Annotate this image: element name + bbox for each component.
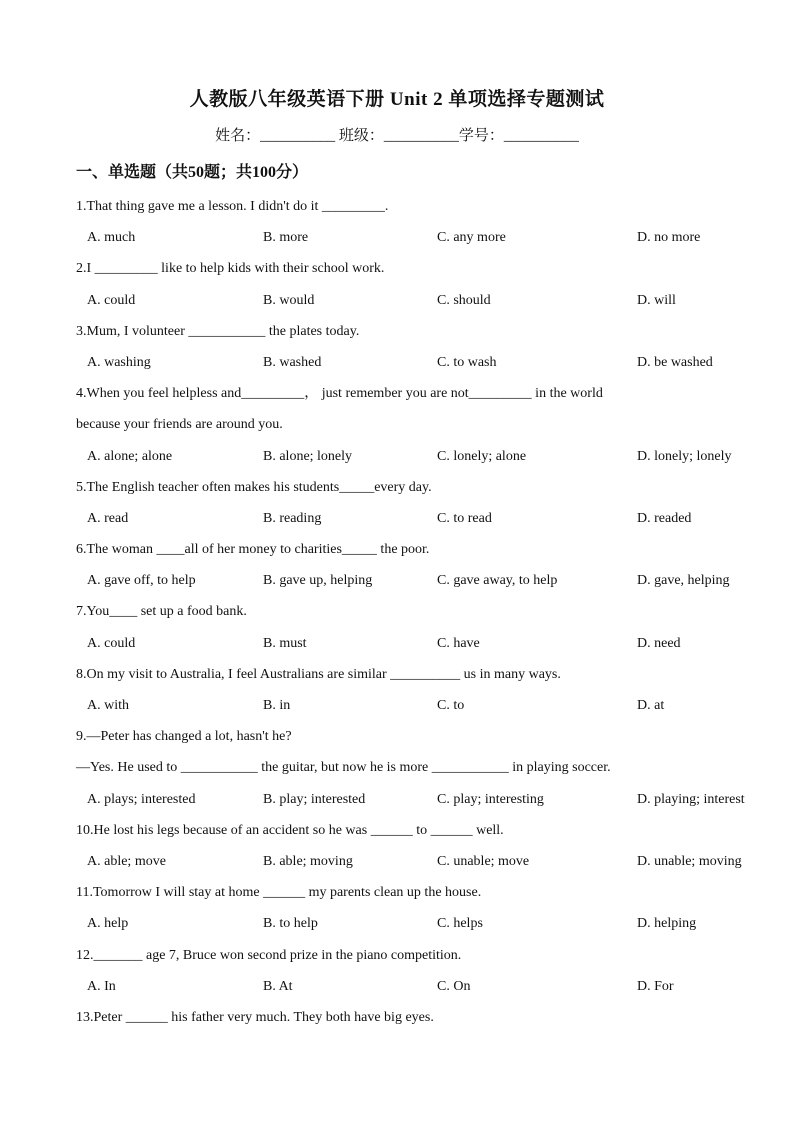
question-item [76,664,726,726]
option-c[interactable]: C. gave away, to help [437,573,558,589]
option-a[interactable]: A. able; move [87,853,166,869]
question-text: 8.On my visit to Australia, I feel Australians are similar __________ us in many ways. [76,666,561,682]
question-text: 1.That thing gave me a lesson. I didn't do it _________. [76,199,389,214]
answer-options [76,227,726,258]
option-b[interactable]: B. gave up, helping [263,573,373,589]
answer-options [76,851,742,882]
answer-options [76,976,726,1007]
option-a[interactable]: A. washing [87,354,151,370]
option-d[interactable]: D. playing; interest [637,791,745,807]
answer-options [76,570,730,601]
option-c[interactable]: C. helps [437,916,483,932]
option-a[interactable]: A. help [87,916,129,932]
question-text: 10.He lost his legs because of an accident so he was ______ to ______ well. [76,822,504,838]
answer-options [76,352,726,383]
option-b[interactable]: B. more [263,230,309,246]
answer-options [76,508,726,539]
option-a[interactable]: A. gave off, to help [87,573,196,589]
option-b[interactable]: B. washed [263,354,322,370]
question-text: 11.Tomorrow I will stay at home ______ my parents clean up the house. [76,885,482,901]
question-text: 12._______ age 7, Bruce won second prize in the piano competition. [76,947,462,963]
question-list [76,196,745,1038]
option-b[interactable]: B. in [263,698,291,713]
option-b[interactable]: B. able; moving [263,853,353,869]
question-item [76,820,742,882]
option-c[interactable]: C. play; interesting [437,791,544,807]
question-item [76,196,726,258]
option-a[interactable]: A. read [87,510,129,526]
question-item [76,601,726,663]
option-c[interactable]: C. any more [437,230,506,246]
option-d[interactable]: D. readed [637,510,692,526]
option-b[interactable]: B. At [263,978,293,994]
question-text: —Yes. He used to ___________ the guitar, but now he is more ___________ in playing soccer. [76,760,611,776]
option-c[interactable]: C. to wash [437,354,497,370]
answer-options [76,913,726,944]
question-item [76,258,726,320]
question-text: 6.The woman ____all of her money to charities_____ the poor. [76,542,430,558]
option-c[interactable]: C. On [437,978,471,994]
option-a[interactable]: A. with [87,698,129,713]
option-c[interactable]: C. lonely; alone [437,448,527,464]
answer-options [76,633,726,664]
option-b[interactable]: B. would [263,292,315,308]
question-item [76,882,726,944]
option-d[interactable]: D. at [637,698,665,713]
option-c[interactable]: C. to [437,698,465,713]
option-c[interactable]: C. to read [437,510,492,526]
option-d[interactable]: D. gave, helping [637,573,730,589]
option-b[interactable]: B. must [263,635,307,651]
answer-options [76,695,726,726]
option-a[interactable]: A. could [87,635,136,651]
question-item [76,1007,726,1038]
option-c[interactable]: C. should [437,292,491,308]
option-b[interactable]: B. play; interested [263,791,366,807]
option-b[interactable]: B. alone; lonely [263,448,353,464]
option-a[interactable]: A. plays; interested [87,791,196,807]
question-item [76,539,730,601]
page-title: 人教版八年级英语下册 Unit 2 单项选择专题测试 [189,89,605,110]
option-a[interactable]: A. alone; alone [87,448,173,464]
answer-options [76,446,732,477]
option-d[interactable]: D. need [637,635,681,651]
question-text: 7.You____ set up a food bank. [76,604,247,620]
option-a[interactable]: A. In [87,978,116,994]
option-d[interactable]: D. be washed [637,354,713,370]
question-text: 2.I _________ like to help kids with their school work. [76,261,385,277]
question-text: 9.—Peter has changed a lot, hasn't he? [76,729,292,745]
option-d[interactable]: D. For [637,978,674,994]
option-d[interactable]: D. will [637,292,676,308]
question-item [76,477,726,539]
student-info-line: 姓名：__________ 班级：__________学号：__________ [215,128,579,144]
answer-options [76,290,726,321]
answer-options [76,789,745,820]
option-a[interactable]: A. much [87,230,136,246]
option-d[interactable]: D. unable; moving [637,853,742,869]
option-d[interactable]: D. lonely; lonely [637,448,732,464]
option-c[interactable]: C. unable; move [437,853,530,869]
section-heading: 一、单选题（共50题；共100分） [76,164,309,181]
question-item [76,321,726,383]
question-item [76,383,732,477]
question-text: 5.The English teacher often makes his students_____every day. [76,479,432,495]
question-text: 3.Mum, I volunteer ___________ the plates today. [76,323,360,339]
option-d[interactable]: D. helping [637,916,697,932]
question-text: 13.Peter ______ his father very much. They both have big eyes. [76,1009,434,1025]
question-item [76,726,745,820]
question-text: 4.When you feel helpless and_________， just remember you are not_________ in the world [76,386,603,402]
question-item [76,945,726,1007]
option-d[interactable]: D. no more [637,230,701,246]
option-a[interactable]: A. could [87,292,136,308]
option-b[interactable]: B. reading [263,510,322,526]
question-text: because your friends are around you. [76,417,283,433]
option-c[interactable]: C. have [437,635,480,651]
option-b[interactable]: B. to help [263,916,318,932]
